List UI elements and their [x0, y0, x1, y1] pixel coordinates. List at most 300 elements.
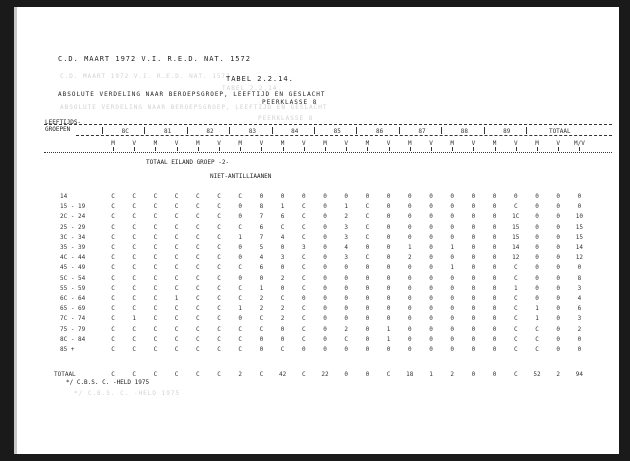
table-cell: C [195, 305, 200, 313]
table-cell: C [174, 305, 179, 313]
total-cell: 52 [533, 371, 541, 378]
table-cell: 0 [450, 274, 454, 282]
table-cell: 4 [259, 254, 264, 262]
table-cell: C [153, 315, 158, 323]
total-cell: C [195, 371, 200, 378]
table-cell: 10 [575, 213, 583, 221]
table-cell: 0 [450, 254, 454, 262]
column-group-label: 83 [248, 128, 256, 135]
bleed-through-line: C.D. MAART 1972 V.I. R.E.D. NAT. 1572 [60, 73, 231, 80]
table-cell: C [217, 325, 221, 333]
table-cell: 0 [471, 193, 476, 200]
total-row-label: TOTAAL [54, 371, 76, 378]
table-cell: C [238, 264, 242, 272]
table-cell: 0 [492, 335, 497, 343]
table-cell: 0 [386, 244, 391, 251]
column-tick [283, 147, 284, 151]
sex-label: V [386, 140, 391, 147]
table-cell: 0 [492, 295, 497, 302]
table-cell: C [217, 213, 221, 221]
column-group-divider [526, 127, 527, 134]
table-cell: C [238, 346, 242, 353]
row-age-label: 65 - 69 [60, 305, 86, 313]
table-cell: C [174, 335, 179, 343]
row-label-header-text: LEEFTIJDS-GROEPEN [45, 119, 82, 133]
row-age-label: 85 + [60, 346, 75, 353]
row-label-header [45, 119, 82, 133]
table-cell: 0 [407, 233, 412, 241]
column-group-divider [272, 127, 273, 134]
table-cell: 0 [280, 193, 285, 200]
table-cell: 0 [429, 213, 433, 221]
table-cell: 0 [471, 295, 476, 302]
sex-label: M/V [573, 140, 585, 147]
table-cell: 8 [259, 203, 264, 211]
table-cell: C [153, 193, 158, 200]
table-cell: 0 [450, 203, 454, 211]
table-cell: 0 [556, 264, 560, 272]
table-cell: 2 [280, 305, 285, 313]
table-cell: 0 [429, 315, 433, 323]
table-cell: 1 [513, 284, 518, 292]
table-cell: C [153, 203, 158, 211]
table-cell: C [280, 295, 285, 302]
table-cell: 0 [301, 295, 306, 302]
table-cell: C [217, 305, 221, 313]
table-cell: C [217, 244, 221, 251]
footnote-bleed-through: */ C.B.S. C. -HELD 1975 [74, 390, 181, 397]
table-cell: C [195, 223, 200, 231]
table-cell: 0 [471, 274, 476, 282]
column-tick [367, 147, 368, 151]
table-cell: C [195, 315, 200, 323]
table-cell: 0 [429, 274, 433, 282]
sex-label: V [132, 140, 136, 147]
table-cell: 0 [429, 244, 433, 251]
table-cell: C [238, 335, 242, 343]
table-cell: C [153, 244, 158, 251]
table-cell: 1 [132, 315, 136, 323]
table-cell: 6 [259, 264, 264, 272]
table-cell: 0 [556, 315, 560, 323]
table-cell: C [217, 295, 221, 302]
column-group-label: 89 [503, 128, 511, 135]
table-cell: C [195, 284, 200, 292]
table-cell: 15 [512, 223, 520, 231]
table-cell: 8 [577, 274, 582, 282]
table-cell: 5 [259, 244, 264, 251]
bleed-through-line: PEERKLASSE 8 [258, 115, 314, 122]
table-cell: 0 [513, 193, 518, 200]
table-cell: 1 [450, 244, 454, 251]
table-cell: C [513, 335, 518, 343]
table-cell: 0 [429, 325, 433, 333]
total-cell: 2 [238, 371, 242, 378]
table-cell: 6 [577, 305, 582, 313]
column-group-divider [484, 127, 485, 134]
table-cell: 0 [301, 193, 306, 200]
row-age-label: 45 - 49 [60, 264, 86, 272]
table-cell: 1 [280, 203, 285, 211]
total-cell: 42 [278, 371, 287, 378]
table-cell: 0 [365, 264, 370, 272]
table-cell: 0 [535, 213, 539, 221]
table-cell: 0 [471, 244, 476, 251]
table-cell: C [132, 335, 136, 343]
row-age-label: 75 - 79 [60, 325, 86, 333]
column-group-label: 8C [121, 128, 129, 135]
column-tick [198, 147, 199, 151]
column-tick [558, 147, 559, 151]
table-cell: 12 [575, 254, 583, 262]
table-cell: 0 [365, 325, 370, 333]
table-cell: C [365, 233, 370, 241]
table-cell: C [132, 325, 136, 333]
table-cell: 0 [492, 244, 497, 251]
table-cell: 0 [492, 254, 497, 262]
table-cell: 0 [429, 295, 433, 302]
sex-label: M [535, 140, 539, 147]
table-cell: C [301, 335, 306, 343]
table-cell: 0 [471, 305, 476, 313]
table-cell: C [195, 193, 200, 200]
table-cell: C [174, 193, 179, 200]
table-cell: C [301, 305, 306, 313]
table-cell: 0 [238, 274, 242, 282]
table-cell: 2 [280, 315, 285, 323]
table-cell: 1 [450, 264, 454, 272]
table-cell: 0 [344, 295, 348, 302]
table-cell: 0 [450, 233, 454, 241]
row-age-label: 5C - 54 [60, 274, 86, 282]
table-cell: 0 [323, 284, 327, 292]
table-cell: 0 [535, 233, 539, 241]
table-cell: 0 [429, 233, 433, 241]
table-cell: 0 [577, 335, 582, 343]
table-cell: C [513, 274, 518, 282]
sex-label: M [365, 140, 370, 147]
table-cell: C [111, 254, 115, 262]
table-cell: 0 [492, 264, 497, 272]
table-cell: 0 [429, 264, 433, 272]
footnote: */ C.B.S. C. -HELD 1975 [66, 379, 150, 386]
table-cell: 0 [386, 213, 391, 221]
table-cell: C [301, 254, 306, 262]
table-cell: C [195, 335, 200, 343]
sex-label: V [556, 140, 560, 147]
table-cell: 0 [280, 335, 285, 343]
table-cell: 0 [429, 203, 433, 211]
table-cell: 2 [577, 325, 582, 333]
table-cell: 0 [429, 284, 433, 292]
column-group-label: 81 [163, 128, 172, 135]
table-cell: C [301, 274, 306, 282]
total-cell: 1 [429, 371, 433, 378]
column-group-label: TOTAAL [548, 128, 571, 135]
table-cell: C [301, 223, 306, 231]
column-tick [304, 147, 305, 151]
table-cell: 3 [280, 254, 285, 262]
table-cell: C [153, 254, 158, 262]
table-cell: 0 [407, 213, 412, 221]
table-cell: 0 [323, 346, 327, 353]
table-cell: 0 [407, 325, 412, 333]
table-cell: C [174, 346, 179, 353]
table-cell: 0 [450, 193, 454, 200]
table-cell: 0 [344, 315, 348, 323]
sex-label: M [407, 140, 412, 147]
sex-label: M [450, 140, 454, 147]
table-cell: 0 [556, 193, 560, 200]
table-cell: C [535, 335, 539, 343]
total-cell: C [386, 371, 391, 378]
table-cell: 0 [407, 295, 412, 302]
section-line-1: TOTAAL EILAND GROEP -2- [146, 159, 230, 166]
table-cell: 0 [386, 264, 391, 272]
row-age-label: 8C - 84 [60, 335, 86, 343]
total-cell: 0 [365, 371, 370, 378]
table-cell: C [174, 203, 179, 211]
table-cell: 2 [344, 213, 348, 221]
sex-label: V [174, 140, 179, 147]
table-cell: 0 [386, 193, 391, 200]
table-cell: C [301, 264, 306, 272]
table-cell: 0 [323, 274, 327, 282]
table-cell: C [132, 264, 136, 272]
table-cell: 1 [344, 203, 348, 211]
table-cell: C [301, 315, 306, 323]
column-group-label: 87 [418, 128, 426, 135]
source-line: C.D. MAART 1972 V.I. R.E.D. NAT. 1572 [58, 55, 251, 63]
table-cell: 7 [259, 233, 264, 241]
table-cell: 0 [238, 254, 242, 262]
table-cell: C [111, 264, 115, 272]
table-cell: C [535, 346, 539, 353]
table-cell: C [217, 335, 221, 343]
table-cell: 0 [365, 193, 370, 200]
table-cell: 0 [471, 254, 476, 262]
table-cell: 0 [407, 203, 412, 211]
column-group-divider [314, 127, 315, 134]
table-cell: 0 [535, 295, 539, 302]
table-cell: C [365, 223, 370, 231]
table-cell: 0 [280, 244, 285, 251]
total-cell: C [217, 371, 221, 378]
table-cell: 0 [429, 223, 433, 231]
header-rule-bottom [44, 152, 612, 153]
table-cell: 0 [323, 203, 327, 211]
table-cell: 0 [556, 325, 560, 333]
table-cell: C [259, 325, 264, 333]
table-cell: 0 [386, 254, 391, 262]
table-cell: C [217, 346, 221, 353]
table-cell: C [153, 305, 158, 313]
table-cell: 6 [259, 223, 264, 231]
sex-label: V [259, 140, 264, 147]
table-cell: C [153, 223, 158, 231]
table-cell: 0 [407, 346, 412, 353]
sex-label: M [195, 140, 200, 147]
table-cell: C [195, 346, 200, 353]
sex-label: V [471, 140, 476, 147]
header-rule-middle [76, 135, 612, 136]
bleed-through-line: ABSOLUTE VERDELING NAAR BEROEPSGROEP, LEEFTIJD EN GESLACHT [60, 104, 328, 111]
sex-label: M [323, 140, 327, 147]
table-cell: 4 [280, 233, 285, 241]
row-age-label: 14 [60, 193, 68, 200]
table-cell: 0 [407, 305, 412, 313]
table-cell: C [132, 254, 136, 262]
section-line-2: NIET-ANTILLIAANEN [210, 173, 272, 180]
table-cell: 1 [386, 325, 391, 333]
total-cell: 0 [344, 371, 348, 378]
table-cell: C [132, 233, 136, 241]
sex-label: V [217, 140, 221, 147]
column-group-divider [229, 127, 230, 134]
row-age-label: 3C - 34 [60, 233, 86, 241]
column-tick [346, 147, 347, 151]
table-cell: C [111, 193, 115, 200]
table-cell: C [153, 233, 158, 241]
table-cell: 0 [238, 315, 242, 323]
table-cell: 0 [471, 346, 476, 353]
sex-label: M [238, 140, 242, 147]
table-cell: C [513, 305, 518, 313]
table-cell: 0 [450, 315, 454, 323]
table-cell: 0 [365, 335, 370, 343]
table-cell: 0 [386, 315, 391, 323]
table-cell: C [174, 223, 179, 231]
table-cell: C [217, 203, 221, 211]
table-cell: 0 [450, 325, 454, 333]
table-cell: 0 [450, 223, 454, 231]
table-cell: 3 [301, 244, 306, 251]
column-tick [134, 147, 135, 151]
table-cell: 0 [323, 335, 327, 343]
table-cell: 0 [556, 203, 560, 211]
total-cell: C [153, 371, 158, 378]
table-cell: C [259, 315, 264, 323]
table-cell: 0 [323, 223, 327, 231]
table-cell: 0 [471, 213, 476, 221]
table-cell: C [132, 284, 136, 292]
table-cell: 0 [492, 305, 497, 313]
table-cell: C [513, 325, 518, 333]
table-cell: C [195, 264, 200, 272]
table-cell: 0 [365, 284, 370, 292]
table-cell: C [301, 213, 306, 221]
table-cell: 0 [323, 213, 327, 221]
table-cell: 2 [344, 325, 348, 333]
table-cell: 0 [386, 295, 391, 302]
column-group-divider [399, 127, 400, 134]
table-cell: 0 [450, 335, 454, 343]
column-group-divider [441, 127, 442, 134]
table-cell: 0 [450, 295, 454, 302]
table-cell: 0 [323, 295, 327, 302]
table-cell: C [365, 213, 370, 221]
total-cell: 22 [321, 371, 329, 378]
table-cell: 6 [280, 213, 285, 221]
table-cell: 0 [323, 244, 327, 251]
table-cell: 0 [365, 274, 370, 282]
table-cell: C [111, 325, 115, 333]
table-cell: C [111, 223, 115, 231]
table-cell: 0 [535, 244, 539, 251]
table-cell: 1 [535, 305, 539, 313]
column-tick [177, 147, 178, 151]
column-group-divider [187, 127, 188, 134]
total-cell: C [111, 371, 115, 378]
column-group-label: 84 [291, 128, 299, 135]
table-cell: 0 [301, 346, 306, 353]
table-cell: 1 [386, 335, 391, 343]
table-cell: C [195, 203, 200, 211]
table-cell: C [111, 244, 115, 251]
table-cell: 0 [344, 346, 348, 353]
table-cell: C [195, 254, 200, 262]
column-group-divider [144, 127, 145, 134]
table-cell: 0 [556, 305, 560, 313]
sex-label: M [111, 140, 115, 147]
table-cell: C [365, 203, 370, 211]
table-cell: 0 [344, 305, 348, 313]
table-cell: C [280, 223, 285, 231]
row-age-label: 55 - 59 [60, 284, 86, 292]
row-age-label: 6C - 64 [60, 295, 86, 302]
table-cell: 0 [450, 213, 454, 221]
row-age-label: 15 - 19 [60, 203, 86, 211]
table-cell: 0 [386, 274, 391, 282]
table-cell: 0 [471, 223, 476, 231]
row-age-label: 4C - 44 [60, 254, 86, 262]
table-cell: 0 [365, 346, 370, 353]
table-cell: C [111, 315, 115, 323]
table-cell: 0 [471, 315, 476, 323]
total-cell: 2 [556, 371, 560, 378]
table-cell: C [365, 254, 370, 262]
table-cell: 0 [492, 315, 497, 323]
table-cell: 0 [492, 346, 497, 353]
table-cell: 0 [492, 233, 497, 241]
table-cell: C [153, 264, 158, 272]
table-cell: 0 [471, 203, 476, 211]
table-cell: C [195, 244, 200, 251]
table-cell: C [238, 325, 242, 333]
table-cell: C [153, 335, 158, 343]
table-cell: 0 [492, 193, 497, 200]
table-cell: C [132, 346, 136, 353]
table-cell: 2 [407, 254, 412, 262]
table-cell: C [195, 274, 200, 282]
table-cell: 3 [344, 233, 348, 241]
table-cell: C [513, 295, 518, 302]
table-cell: 3 [344, 223, 348, 231]
table-cell: C [132, 305, 136, 313]
sex-label: M [492, 140, 497, 147]
table-title: ABSOLUTE VERDELING NAAR BEROEPSGROEP, LEEFTIJD EN GESLACHT [58, 91, 326, 98]
table-cell: 0 [407, 284, 412, 292]
table-cell: C [238, 193, 242, 200]
total-cell: 0 [492, 371, 497, 378]
sex-label: M [280, 140, 285, 147]
table-cell: C [153, 213, 158, 221]
table-cell: 0 [386, 346, 391, 353]
table-cell: 0 [556, 335, 560, 343]
table-cell: C [535, 325, 539, 333]
table-cell: 0 [492, 325, 497, 333]
table-cell: 15 [575, 233, 583, 241]
